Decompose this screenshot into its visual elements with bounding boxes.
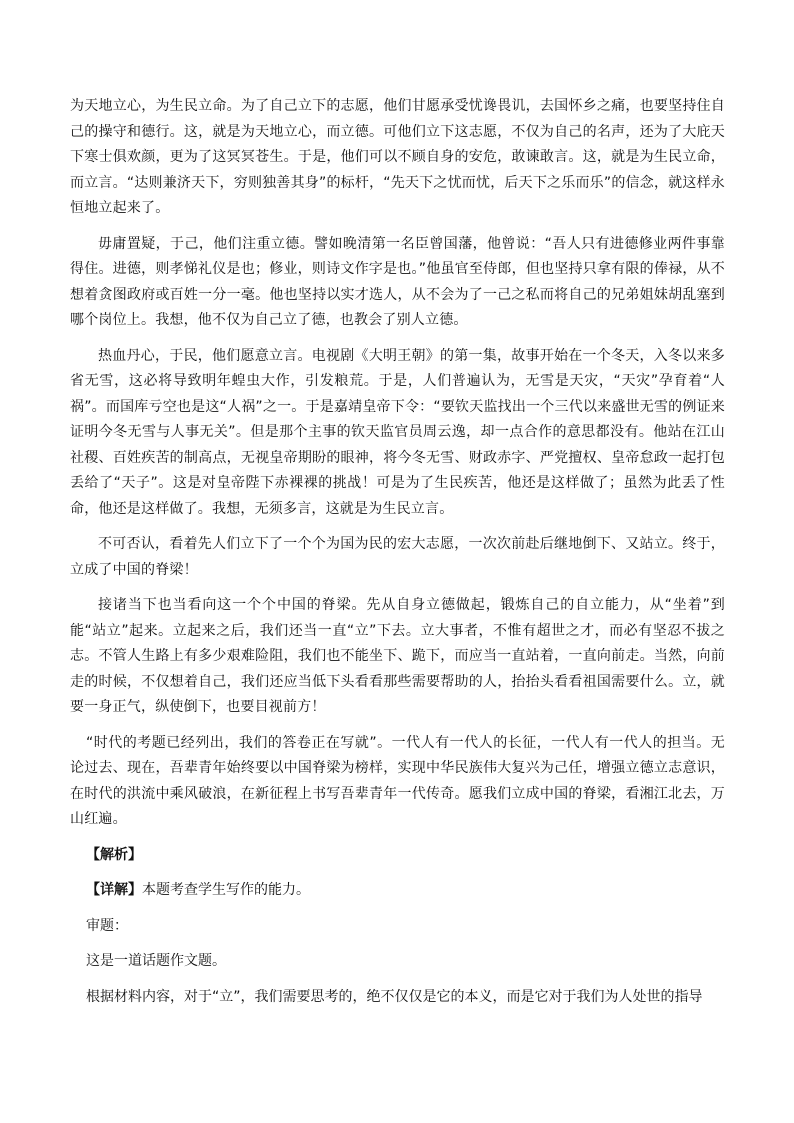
- essay-paragraph-4: 不可否认，看着先人们立下了一个个为国为民的宏大志愿，一次次前赴后继地倒下、又站立。终于，立成了中国的脊梁！: [70, 536, 725, 578]
- detail-label: 【详解】: [86, 882, 142, 898]
- essay-paragraph-5: 接诸当下也当看向这一个个中国的脊梁。先从自身立德做起，锻炼自己的自立能力，从“坐着”到能“站立”起来。立起来之后，我们还当一直“立”下去。立大事者，不惟有超世之才，而必有坚忍不拔之志。不管人生路上有多少艰难险阻，我们也不能坐下、跪下，而应当一直站着，一直向前走。当然，向前走的时候，不仅想着自己，我们还应当低下头看看那些需要帮助的人，抬抬头看看祖国需要什么。立，就要一身正气，纵使倒下，也要目视前方！: [70, 597, 725, 715]
- review-label: 审题：: [86, 917, 128, 934]
- essay-paragraph-1: 为天地立心，为生民立命。为了自己立下的志愿，他们甘愿承受忧谗畏讥，去国怀乡之痛，也要坚持住自己的操守和德行。这，就是为天地立心，而立德。可他们立下这志愿，不仅为自己的名声，还为了大庇天下寒士俱欢颜，更为了这冥冥苍生。于是，他们可以不顾自身的安危，敢谏敢言。这，就是为生民立命，而立言。“达则兼济天下，穷则独善其身”的标杆，“先天下之忧而忧，后天下之乐而乐”的信念，就这样永恒地立起来了。: [70, 98, 725, 216]
- essay-paragraph-6: “时代的考题已经列出，我们的答卷正在写就”。一代人有一代人的长征，一代人有一代人的担当。无论过去、现在，吾辈青年始终要以中国脊梁为榜样，实现中华民族伟大复兴为己任，增强立德立志意识，在时代的洪流中乘风破浪，在新征程上书写吾辈青年一代传奇。愿我们立成中国的脊梁，看湘江北去，万山红遍。: [70, 734, 725, 827]
- detail-text: 本题考查学生写作的能力。: [142, 882, 310, 898]
- document-page: [70, 94, 725, 1020]
- detail-line: [70, 878, 725, 904]
- analysis-heading: 【解析】: [86, 846, 142, 863]
- review-type: 这是一道话题作文题。: [86, 953, 226, 969]
- review-text: 根据材料内容，对于“立”，我们需要思考的，绝不仅仅是它的本义，而是它对于我们为人处世的指导: [86, 988, 703, 1005]
- essay-paragraph-3: 热血丹心，于民，他们愿意立言。电视剧《大明王朝》的第一集，故事开始在一个冬天，入冬以来多省无雪，这必将导致明年蝗虫大作，引发粮荒。于是，人们普遍认为，无雪是天灾，“天灾”孕育着“人祸”。而国库亏空也是这“人祸”之一。于是嘉靖皇帝下令：“要钦天监找出一个三代以来盛世无雪的例证来证明今冬无雪与人事无关”。但是那个主事的钦天监官员周云逸，却一点合作的意思都没有。他站在江山社稷、百姓疾苦的制高点，无视皇帝期盼的眼神，将今冬无雪、财政赤字、严党擅权、皇帝怠政一起打包丢给了“天子”。这是对皇帝陛下赤裸裸的挑战！可是为了生民疾苦，他还是这样做了；虽然为此丢了性命，他还是这样做了。我想，无须多言，这就是为生民立言。: [70, 347, 725, 517]
- essay-paragraph-2: 毋庸置疑，于己，他们注重立德。譬如晚清第一名臣曾国藩，他曾说：“吾人只有进德修业两件事靠得住。进德，则孝悌礼仪是也；修业，则诗文作字是也。”他虽官至侍郎，但也坚持只拿有限的俸禄，从不想着贪图政府或百姓一分一毫。他也坚持以实才选人，从不会为了一己之私而将自己的兄弟姐妹胡乱塞到哪个岗位上。我想，他不仅为自己立了德，也教会了别人立德。: [70, 235, 725, 328]
